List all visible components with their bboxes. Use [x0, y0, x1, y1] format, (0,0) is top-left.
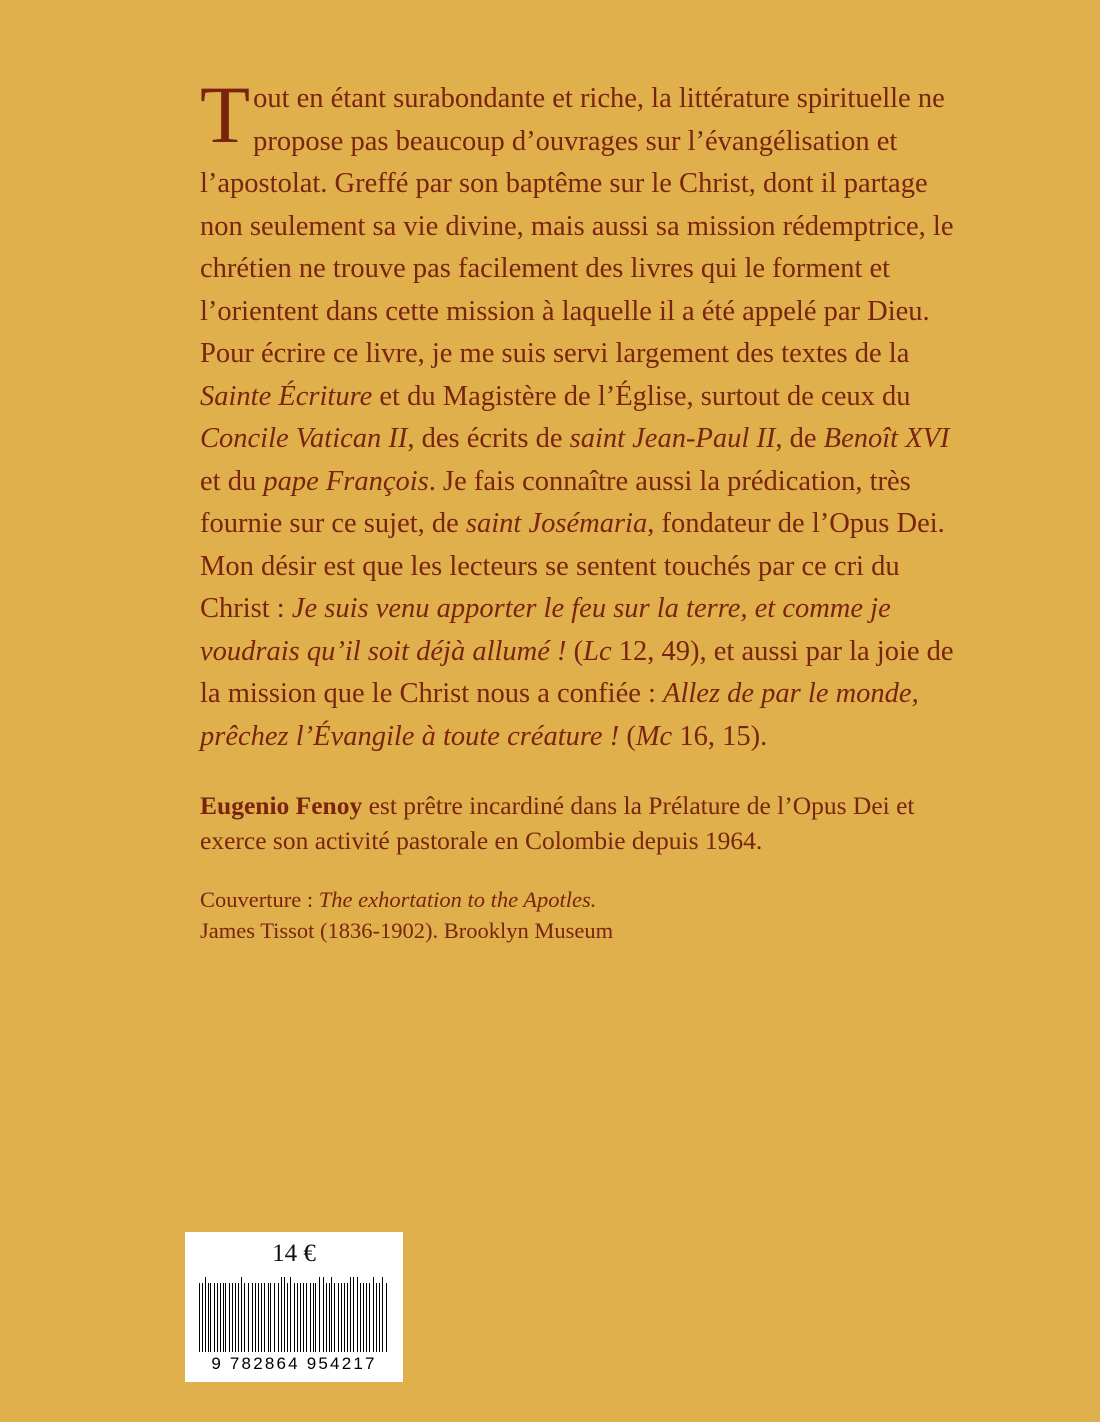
p3-part-1: Mon désir est que les lecteurs se sentent touchés par ce cri du Christ : [200, 550, 900, 624]
author-bio-text: est prêtre incardiné dans la Prélature de l’Opus Dei et exerce son activité pastorale en Colombie depuis 1964. [200, 791, 915, 855]
p2-italic-1: Sainte Écriture [200, 380, 373, 412]
barcode-bars [199, 1277, 389, 1352]
blurb [200, 69, 960, 758]
p2-part-2: et du Magistère de l’Église, surtout de ceux du [372, 380, 911, 412]
p2-part-5: et du [200, 465, 264, 497]
price-label: 14 € [272, 1240, 316, 1267]
p2-italic-3: saint Jean-Paul II [569, 423, 776, 454]
blurb-paragraph-1-text: out en étant surabondante et riche, la littérature spirituelle ne propose pas beaucoup d’ouvrages sur l’évangélisation et l’apostolat. Greffé par son baptême sur le Christ, dont il partage non seulement sa vie divine, mais aussi sa mission rédemptrice, le chrétien ne trouve pas facilement des livres qui le forment et l’orientent dans cette mission à laquelle il a été appelé par Dieu. [200, 83, 954, 327]
p2-part-7: , fondateur de l’Opus Dei. [647, 508, 945, 539]
p3-italic-4: Mc [635, 720, 673, 752]
blurb-paragraph-3 [200, 546, 960, 759]
p2-part-1: Pour écrire ce livre, je me suis servi largement des textes de la [200, 338, 910, 369]
barcode-panel [185, 1232, 403, 1382]
p2-part-4: , de [775, 423, 824, 454]
cover-credit-label: Couverture : [200, 887, 319, 912]
cover-artwork-title: The exhortation to the Apotles. [318, 887, 597, 912]
cover-artist-line: James Tissot (1836-1902). Brooklyn Museum [200, 918, 614, 943]
p3-part-3: 12, 49), et aussi par la joie de la mission que le Christ nous a confiée : [200, 635, 954, 709]
back-cover-text-block [200, 69, 960, 946]
p2-part-6: . Je fais connaître aussi la prédication, très fournie sur ce sujet, de [200, 465, 911, 539]
p2-italic-2: Concile Vatican II [200, 423, 408, 454]
p2-italic-5: pape François [263, 465, 429, 497]
p3-part-4: ( [619, 720, 636, 752]
p3-italic-2: Lc [583, 635, 612, 667]
isbn-digits: 9 782864 954217 [211, 1354, 377, 1373]
p2-italic-6: saint Josémaria [465, 508, 648, 539]
p2-part-3: , des écrits de [407, 423, 570, 454]
blurb-paragraph-1 [200, 69, 960, 333]
drop-cap: T [200, 69, 251, 160]
author-bio [200, 788, 960, 858]
p2-italic-4: Benoît XVI [823, 423, 950, 454]
p3-italic-1: Je suis venu apporter le feu sur la terre, et comme je voudrais qu’il soit déjà allumé ! [200, 593, 891, 667]
cover-credit [200, 884, 960, 946]
p3-italic-3: Allez de par le monde, prêchez l’Évangile à toute créature ! [200, 678, 919, 752]
author-name: Eugenio Fenoy [200, 791, 363, 820]
blurb-paragraph-2 [200, 333, 960, 546]
p3-part-2: ( [566, 635, 584, 667]
p3-part-5: 16, 15). [672, 720, 768, 752]
